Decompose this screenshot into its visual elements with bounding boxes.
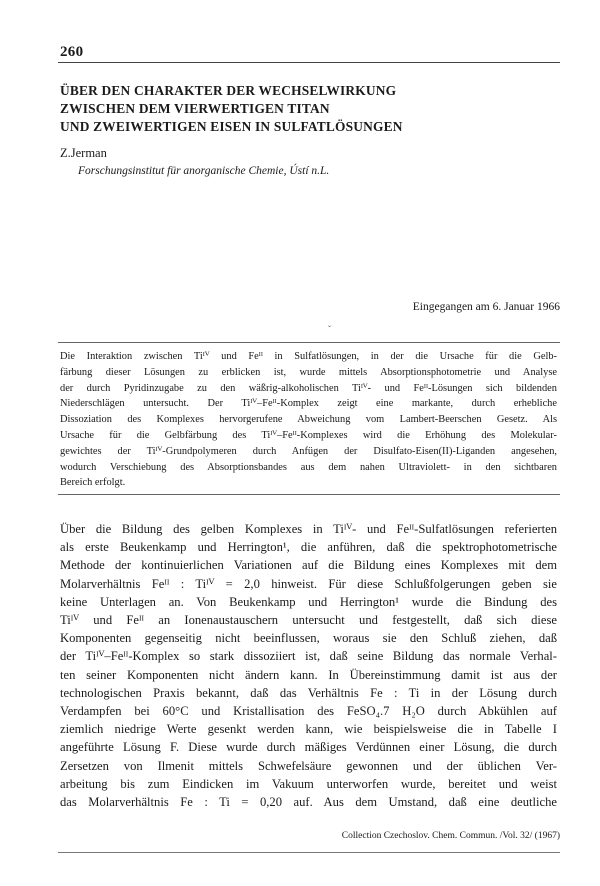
body-line: Zersetzen von Ilmenit mittels Schwefelsäure gewonnen und der üblichen Ver-: [60, 758, 557, 773]
body-line: Über die Bildung des gelben Komplexes in Tiᴵⱽ- und Feᴵᴵ-Sulfatlösungen referierten: [60, 522, 557, 536]
footer-rule: [58, 852, 560, 853]
body-line: als erste Beukenkamp und Herrington¹, die anführen, daß die spektrophotometrische: [60, 540, 557, 555]
abstract-line: der durch Pyridinzugabe zu den wäßrig-alkoholischen Tiᴵⱽ- und Feᴵᴵ-Lösungen sich bildenden: [60, 382, 557, 394]
abstract-line: Dissoziation des Komplexes hervorgerufene Abweichung vom Lambert-Beerschen Gesetz. Als: [60, 414, 557, 426]
author-name: Z.Jerman: [60, 146, 107, 160]
abstract-bottom-rule: [58, 494, 560, 495]
body-line: Molarverhältnis Feᴵᴵ : Tiᴵⱽ = 2,0 hinweist. Für diese Schlußfolgerungen geben sie: [60, 576, 557, 591]
abstract-line: wodurch Verschiebung des Absorptionsbandes aus dem nahen Ultraviolett- in den sichtbaren: [60, 461, 557, 473]
header-rule: [58, 62, 560, 63]
abstract-line: färbung dieser Lösungen zu erblicken ist, wurde mittels Absorptionsphotometrie und Analyse: [60, 366, 557, 378]
page-number: 260: [60, 44, 84, 60]
body-line: ziemlich niedrige Werte gesenkt werden kann, wie beispielsweise die in Tabelle I: [60, 722, 557, 737]
body-line: technologischen Praxis bekannt, daß das Verhältnis Fe : Ti in der Lösung durch: [60, 685, 557, 700]
journal-citation: Collection Czechoslov. Chem. Commun. /Vol. 32/ (1967): [341, 831, 560, 841]
body-line: angeführte Lösung F. Diese wurde durch mäßiges Verdünnen einer Lösung, die durch: [60, 740, 557, 755]
abstract-top-rule: [58, 342, 560, 343]
body-line: der Tiᴵⱽ–Feᴵᴵ-Komplex so stark dissoziiert ist, daß seine Bildung das normale Verhal-: [60, 649, 557, 664]
body-line: ten seiner Komponenten nicht ändern kann. In Übereinstimmung damit ist aus der: [60, 667, 557, 682]
abstract-line: gewichtes der Tiᴵⱽ-Grundpolymeren durch Anfügen der Disulfato-Eisen(II)-Liganden angesehen,: [60, 445, 557, 457]
title-line: UND ZWEIWERTIGEN EISEN IN SULFATLÖSUNGEN: [60, 119, 403, 134]
author-affiliation: Forschungsinstitut für anorganische Chemie, Ústí n.L.: [78, 165, 330, 177]
body-line: Verdampfen bei 60°C und Kristallisation des FeSO₄.7 H₂O durch Abkühlen auf: [60, 704, 557, 718]
abstract-line: Niederschlägen untersucht. Der Tiᴵⱽ–Feᴵᴵ-Komplex zeigt eine markante, durch erhebliche: [60, 398, 557, 410]
body-line: keine Unterlagen an. Von Beukenkamp und Herrington¹ wurde die Bindung des: [60, 594, 557, 609]
body-line: Methode der kontinuierlichen Variationen auf die Bildung eines Komplexes mit dem: [60, 558, 557, 573]
title-line: ÜBER DEN CHARAKTER DER WECHSELWIRKUNG: [60, 83, 397, 98]
body-line: das Molarverhältnis Fe : Ti = 0,20 auf. Aus dem Umstand, daß eine deutliche: [60, 795, 557, 809]
abstract-line: Die Interaktion zwischen Tiᴵⱽ und Feᴵᴵ in Sulfatlösungen, in der die Ursache für die Gelb-: [60, 351, 557, 362]
body-line: Tiᴵⱽ und Feᴵᴵ an Ionenaustauschern untersucht und festgestellt, daß sich diese: [60, 613, 557, 627]
abstract-line: Bereich erfolgt.: [60, 477, 126, 489]
article-title: [60, 82, 550, 136]
body-line: Komponenten gegenseitig nicht beeinflussen, woraus sie den Schluß ziehen, daß: [60, 631, 557, 646]
received-date: Eingegangen am 6. Januar 1966: [412, 301, 560, 313]
title-line: ZWISCHEN DEM VIERWERTIGEN TITAN: [60, 101, 330, 116]
body-line: arbeitung bis zum Eindicken im Vakuum unterworfen wurde, bereitet und weist: [60, 776, 557, 791]
scan-mark: ˇ: [328, 324, 331, 334]
abstract-line: Ursache für die Gelbfärbung des Tiᴵⱽ–Feᴵᴵ-Komplexes wird die Erhöhung des Molekular-: [60, 430, 557, 441]
